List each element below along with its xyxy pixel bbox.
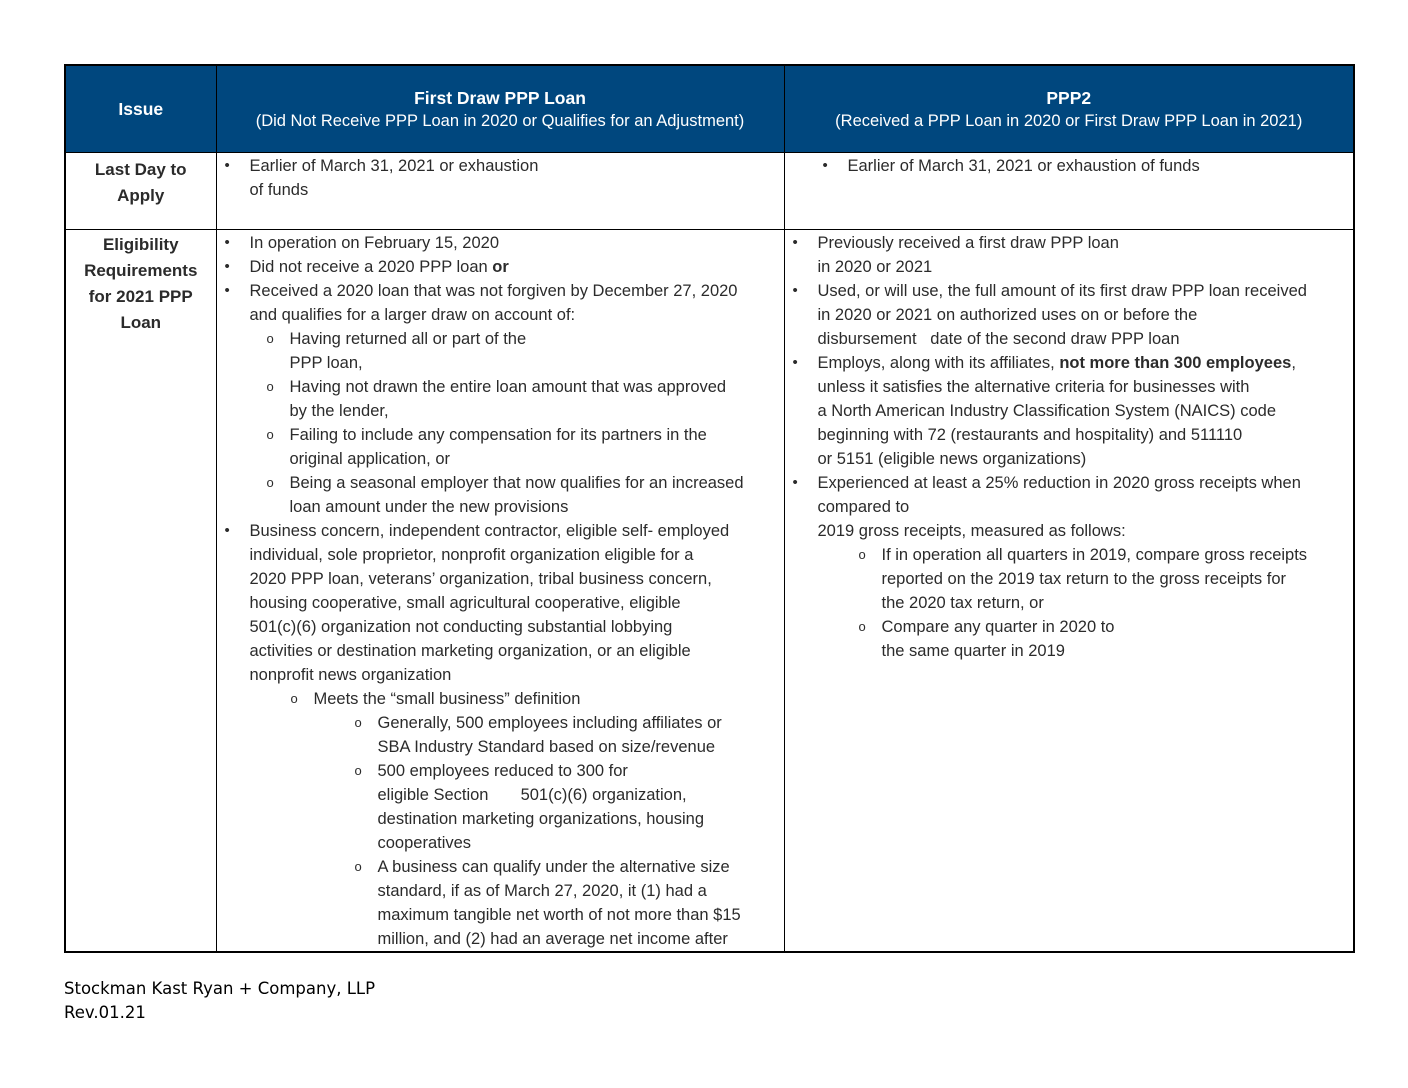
bullet-line: o Being a seasonal employer that now qualifies for an increased [289,474,744,492]
sub-bullet-item [250,423,784,471]
sub-bullet-item [842,615,1354,663]
bullet-line: or 5151 (eligible news organizations) [817,450,1087,468]
bullet-line: 501(c)(6) organization not conducting substantial lobbying [249,618,673,636]
issue-line: Eligibility [102,235,179,254]
header-ppp2 [784,65,1354,153]
bullet-list [785,154,1354,178]
header-first-draw-title: First Draw PPP Loan [414,88,586,108]
footer-company: Stockman Kast Ryan + Company, LLP [64,979,376,998]
issue-line: Requirements [84,261,198,280]
bullet-bold-text: not more than 300 employees [1059,354,1292,372]
bullet-line: by the lender, [289,402,389,420]
bullet-line: • Earlier of March 31, 2021 or exhaustion of funds [847,157,1200,175]
bullet-line: maximum tangible net worth of not more than $15 [377,906,741,924]
bullet-line: o Generally, 500 employees including affiliates or [377,714,722,732]
sub-bullet-list [250,327,784,519]
bullet-line: activities or destination marketing organization, or an eligible [249,642,691,660]
bullet-item [217,279,784,519]
bullet-line: 2019 gross receipts, measured as follows: [817,522,1126,540]
bullet-line: • Experienced at least a 25% reduction in 2020 gross receipts when [817,474,1301,492]
bullet-list [217,231,784,951]
bullet-item [785,231,1354,279]
bullet-line: o 500 employees reduced to 300 for [377,762,628,780]
bullet-line: • Received a 2020 loan that was not forgiven by December 27, 2020 [249,282,738,300]
bullet-line [818,351,1354,375]
header-row [65,65,1354,153]
bullet-line: o Having not drawn the entire loan amount that was approved [289,378,727,396]
bullet-line: SBA Industry Standard based on size/revenue [377,738,716,756]
bullet-line: of funds [249,181,309,199]
sub-bullet-item [250,375,784,423]
bullet-item [217,231,784,255]
bullet-bold-text: or [492,258,509,276]
bullet-line: destination marketing organizations, housing [377,810,705,828]
issue-line: Last Day to [94,160,187,179]
bullet-line: housing cooperative, small agricultural cooperative, eligible [249,594,681,612]
bullet-item [785,471,1354,663]
issue-eligibility [65,230,216,953]
issue-line: for 2021 PPP [88,287,193,306]
bullet-line: the 2020 tax return, or [881,594,1044,612]
bullet-item [815,154,1354,178]
bullet-line: nonprofit news organization [249,666,452,684]
header-first-draw [216,65,784,153]
bullet-line: • Business concern, independent contractor, eligible self- employed [249,522,730,540]
bullet-line: original application, or [289,450,451,468]
bullet-item [217,255,784,279]
bullet-line: o Meets the “small business” definition [313,690,581,708]
ppp2-last-day [784,153,1354,230]
first-draw-eligibility [216,230,784,953]
first-draw-last-day [216,153,784,230]
bullet-list [785,231,1354,663]
sub-bullet-item [274,687,784,951]
header-ppp2-subtitle: (Received a PPP Loan in 2020 or First Draw PPP Loan in 2021) [835,112,1303,130]
bullet-item [217,519,784,951]
bullet-line: unless it satisfies the alternative criteria for businesses with [817,378,1250,396]
bullet-line: • In operation on February 15, 2020 [249,234,500,252]
bullet-list [217,154,784,202]
bullet-line: in 2020 or 2021 on authorized uses on or before the [817,306,1198,324]
bullet-line: standard, if as of March 27, 2020, it (1) had a [377,882,707,900]
bullet-line: reported on the 2019 tax return to the gross receipts for [881,570,1286,588]
bullet-line: loan amount under the new provisions [289,498,569,516]
bullet-line: o If in operation all quarters in 2019, compare gross receipts [881,546,1308,564]
bullet-line: 2020 PPP loan, veterans’ organization, tribal business concern, [249,570,712,588]
bullet-line: o Failing to include any compensation for its partners in the [289,426,707,444]
bullet-item [785,279,1354,351]
issue-last-day [65,153,216,230]
bullet-line: individual, sole proprietor, nonprofit organization eligible for a [249,546,694,564]
bullet-line: cooperatives [377,834,472,852]
bullet-line: Did not receive a 2020 PPP loan [249,258,488,276]
sub-bullet-item [250,327,784,375]
header-ppp2-title: PPP2 [1046,88,1092,108]
bullet-line: disbursement date of the second draw PPP loan [817,330,1180,348]
bullet-line: • Earlier of March 31, 2021 or exhaustion [249,157,539,175]
issue-line: Loan [120,313,162,332]
bullet-text: , [1291,354,1296,372]
bullet-line: and qualifies for a larger draw on account of: [249,306,576,324]
bullet-item [785,351,1354,471]
bullet-line: the same quarter in 2019 [881,642,1065,660]
bullet-line: o A business can qualify under the alternative size [377,858,730,876]
bullet-line: • Previously received a first draw PPP loan [817,234,1119,252]
sub-bullet-list [818,543,1354,663]
sub-sub-bullet-item [338,711,784,759]
bullet-item [217,154,784,202]
bullet-line: in 2020 or 2021 [817,258,933,276]
issue-line: Apply [117,186,165,205]
header-first-draw-subtitle: (Did Not Receive PPP Loan in 2020 or Qualifies for an Adjustment) [255,112,745,130]
ppp-comparison-table [64,64,1355,953]
header-issue-label: Issue [118,99,164,119]
row-eligibility [65,230,1354,953]
sub-sub-bullet-list [314,711,784,951]
bullet-line: million, and (2) had an average net income after [377,930,728,948]
ppp2-eligibility [784,230,1354,953]
bullet-line: • Used, or will use, the full amount of its first draw PPP loan received [817,282,1307,300]
footer-revision: Rev.01.21 [64,1003,146,1022]
sub-bullet-list [250,687,784,951]
sub-bullet-item [250,471,784,519]
bullet-line: o Compare any quarter in 2020 to [881,618,1115,636]
sub-bullet-item [842,543,1354,615]
row-last-day [65,153,1354,230]
bullet-text: Employs, along with its affiliates, [817,354,1060,372]
bullet-line: o Having returned all or part of the [289,330,527,348]
bullet-line: eligible Section 501(c)(6) organization, [377,786,687,804]
footer [64,977,375,1025]
sub-sub-bullet-item [338,855,784,951]
bullet-line: beginning with 72 (restaurants and hospitality) and 511110 [817,426,1243,444]
bullet-line: a North American Industry Classification System (NAICS) code [817,402,1276,420]
bullet-line: compared to [817,498,910,516]
header-issue [65,65,216,153]
sub-sub-bullet-item [338,759,784,855]
bullet-line: PPP loan, [289,354,363,372]
